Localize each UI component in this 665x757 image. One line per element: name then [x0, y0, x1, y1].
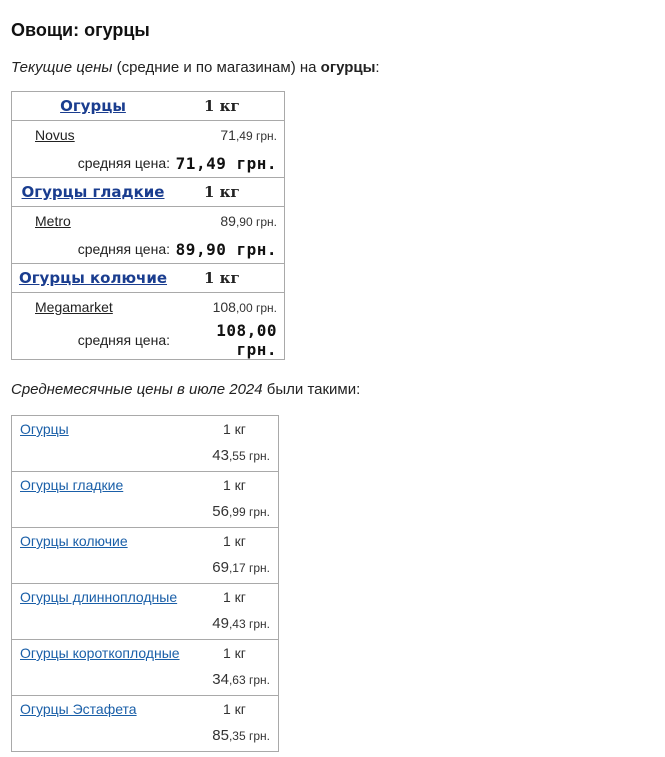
average-row	[12, 321, 285, 360]
monthly-price: 49,43 грн.	[212, 615, 270, 632]
product-header-row	[12, 178, 285, 207]
average-price: 108,00 грн.	[216, 321, 277, 359]
product-link[interactable]: Огурцы	[60, 97, 126, 115]
average-label: средняя цена:	[12, 149, 175, 178]
average-label: средняя цена:	[77, 332, 170, 348]
page-title: Овощи: огурцы	[11, 20, 150, 40]
monthly-row	[12, 416, 278, 472]
product-link[interactable]: Огурцы гладкие	[21, 183, 165, 201]
intro-middle: (средние и по магазинам) на	[112, 59, 321, 76]
average-row	[12, 149, 285, 178]
monthly-product-link[interactable]: Огурцы	[20, 421, 69, 437]
monthly-price: 56,99 грн.	[212, 503, 270, 520]
monthly-unit: 1 кг	[223, 533, 246, 549]
monthly-product-link[interactable]: Огурцы Эстафета	[20, 701, 137, 717]
shop-price: 89,90 грн.	[220, 213, 277, 229]
shop-price: 108,00 грн.	[212, 299, 277, 315]
monthly-row	[12, 696, 278, 752]
shop-row	[12, 121, 285, 150]
monthly-row	[12, 528, 278, 584]
average-label: средняя цена:	[12, 235, 175, 264]
shop-link[interactable]: Novus	[35, 127, 75, 143]
monthly-intro-end: были такими:	[262, 381, 361, 398]
product-header-row	[12, 92, 285, 121]
current-prices-table	[11, 91, 285, 360]
monthly-unit: 1 кг	[223, 421, 246, 437]
shop-link[interactable]: Metro	[35, 213, 71, 229]
monthly-price: 85,35 грн.	[212, 727, 270, 744]
product-link[interactable]: Огурцы колючие	[18, 269, 168, 287]
product-header-row	[12, 264, 285, 293]
product-unit: 1 кг	[174, 264, 285, 293]
average-price: 71,49 грн.	[174, 149, 285, 178]
monthly-prices-intro	[11, 380, 651, 400]
current-prices-intro	[11, 58, 651, 78]
shop-row	[12, 293, 285, 322]
monthly-price: 43,55 грн.	[212, 447, 270, 464]
intro-italic: Текущие цены	[11, 59, 113, 76]
monthly-price: 69,17 грн.	[212, 559, 270, 576]
product-unit: 1 кг	[174, 92, 285, 121]
page-content	[11, 18, 651, 752]
monthly-unit: 1 кг	[223, 589, 246, 605]
monthly-product-link[interactable]: Огурцы короткоплодные	[20, 645, 180, 661]
monthly-unit: 1 кг	[223, 645, 246, 661]
intro-bold: огурцы	[320, 59, 376, 76]
monthly-row	[12, 640, 278, 696]
monthly-price: 34,63 грн.	[212, 671, 270, 688]
monthly-unit: 1 кг	[223, 701, 246, 717]
average-price: 89,90 грн.	[174, 235, 285, 264]
shop-price: 71,49 грн.	[220, 127, 277, 143]
monthly-product-link[interactable]: Огурцы гладкие	[20, 477, 124, 493]
monthly-unit: 1 кг	[223, 477, 246, 493]
monthly-intro-italic: Среднемесячные цены в июле 2024	[11, 381, 263, 398]
intro-end: :	[375, 59, 380, 76]
monthly-row	[12, 472, 278, 528]
average-row	[12, 235, 285, 264]
monthly-prices-table	[11, 415, 279, 752]
shop-row	[12, 207, 285, 236]
monthly-product-link[interactable]: Огурцы длинноплодные	[20, 589, 178, 605]
monthly-row	[12, 584, 278, 640]
shop-link[interactable]: Megamarket	[35, 299, 113, 315]
monthly-product-link[interactable]: Огурцы колючие	[20, 533, 128, 549]
product-unit: 1 кг	[174, 178, 285, 207]
